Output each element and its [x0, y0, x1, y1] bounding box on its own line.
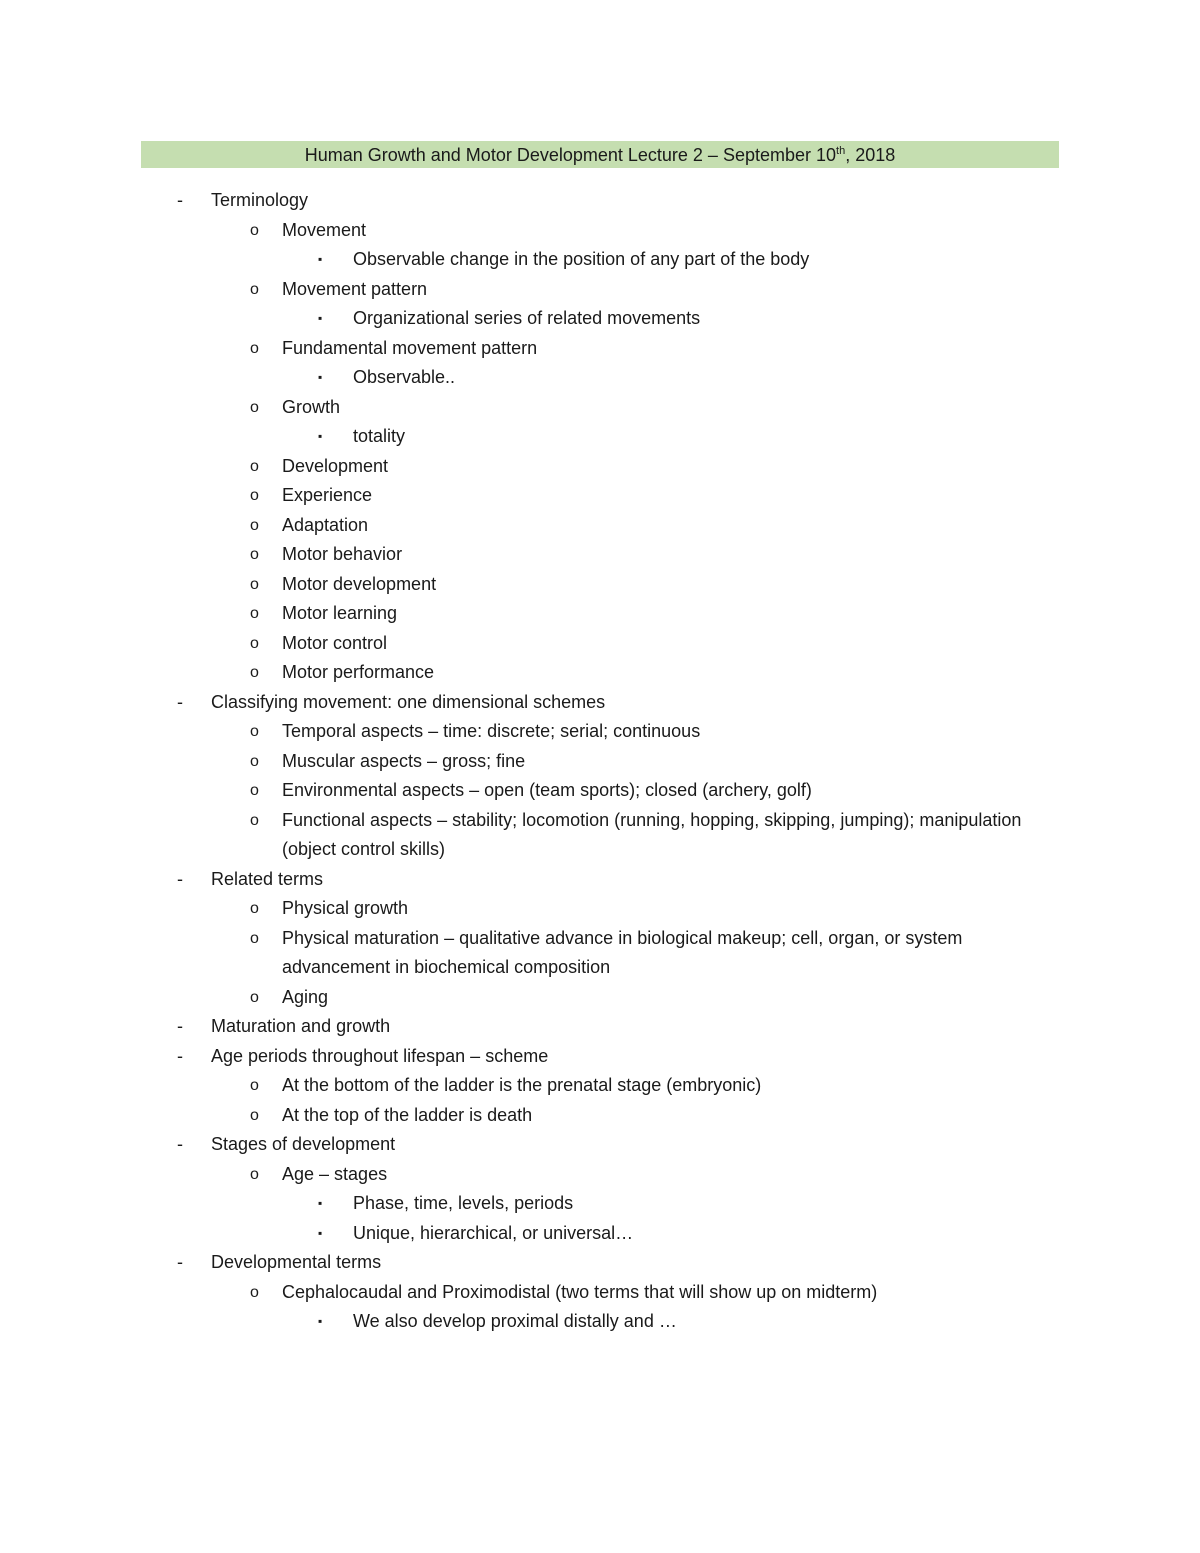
outline-item-level-2	[0, 1278, 1200, 1308]
outline-item-level-2	[0, 747, 1200, 777]
outline-item-level-2	[0, 924, 1200, 983]
outline-item-text: At the bottom of the ladder is the prenatal stage (embryonic)	[282, 1075, 762, 1095]
outline-item-text: Motor control	[282, 632, 388, 653]
bullet-marker: o	[250, 752, 259, 770]
outline-item-level-1	[0, 688, 1200, 718]
bullet-marker: o	[250, 723, 259, 740]
outline-item-level-1	[0, 865, 1200, 895]
outline-item-text: Observable..	[353, 367, 456, 387]
outline-item-level-2	[0, 275, 1200, 305]
outline-item-text: Experience	[282, 485, 373, 505]
outline-item-level-2	[0, 1071, 1200, 1101]
bullet-marker: o	[250, 487, 259, 504]
outline-item-level-1	[0, 1248, 1200, 1278]
bullet-marker: o	[250, 457, 259, 475]
outline-item-level-2	[0, 540, 1200, 570]
bullet-marker: ▪	[318, 370, 323, 384]
outline-item-text: Related terms	[211, 868, 324, 889]
bullet-marker: o	[250, 398, 259, 416]
outline-item-level-2	[0, 806, 1200, 865]
outline-item-text: Adaptation	[282, 514, 369, 535]
outline-item-level-1	[0, 186, 1200, 216]
outline-item-level-2	[0, 393, 1200, 423]
bullet-marker: o	[250, 221, 259, 239]
outline-item-level-1	[0, 1130, 1200, 1160]
outline-item-level-2	[0, 717, 1200, 747]
outline-item-text: Classifying movement: one dimensional schemes	[211, 691, 606, 712]
outline-item-level-3	[0, 1307, 1200, 1337]
bullet-marker: -	[177, 691, 183, 712]
outline-item-text: Movement pattern	[282, 278, 428, 299]
outline-item-level-2	[0, 776, 1200, 806]
outline-item-text: Aging	[282, 986, 329, 1007]
outline-item-text: Muscular aspects – gross; fine	[282, 750, 526, 771]
outline-item-level-3	[0, 363, 1200, 393]
title-main-text: Human Growth and Motor Development Lecture 2 – September 10	[304, 145, 837, 165]
title-superscript: th	[836, 145, 846, 157]
outline-item-text: Developmental terms	[211, 1252, 382, 1272]
bullet-marker: ▪	[318, 1196, 323, 1210]
outline-item-text: Age periods throughout lifespan – scheme	[211, 1045, 549, 1066]
outline-item-text: We also develop proximal distally and …	[353, 1311, 677, 1331]
outline-item-level-2	[0, 216, 1200, 246]
bullet-marker: ▪	[318, 252, 323, 266]
outline-item-text: Phase, time, levels, periods	[353, 1193, 574, 1213]
bullet-marker: ▪	[318, 429, 323, 443]
outline-item-level-2	[0, 1101, 1200, 1131]
outline-item-text: Physical growth	[282, 898, 409, 918]
outline-list	[0, 186, 1200, 1337]
bullet-marker: ▪	[318, 1225, 323, 1240]
bullet-marker: ▪	[318, 1314, 323, 1328]
bullet-marker: o	[250, 516, 259, 534]
bullet-marker: o	[250, 929, 259, 947]
outline-item-text: Movement	[282, 219, 367, 240]
outline-item-level-2	[0, 983, 1200, 1013]
outline-item-text: Development	[282, 455, 389, 476]
bullet-marker: o	[250, 988, 259, 1006]
document-title	[141, 141, 1059, 168]
bullet-marker: o	[250, 1077, 259, 1094]
outline-item-level-3	[0, 1219, 1200, 1249]
bullet-marker: o	[250, 339, 259, 357]
bullet-marker: -	[177, 1252, 183, 1272]
outline-item-level-2	[0, 658, 1200, 688]
bullet-marker: o	[250, 1106, 259, 1124]
outline-item-level-1	[0, 1012, 1200, 1042]
outline-item-text: Motor learning	[282, 603, 398, 623]
outline-item-text: Fundamental movement pattern	[282, 337, 538, 358]
outline-item-level-2	[0, 1160, 1200, 1190]
outline-item-level-2	[0, 629, 1200, 659]
title-end-text: , 2018	[845, 145, 896, 165]
bullet-marker: -	[177, 1016, 183, 1036]
outline-item-level-3	[0, 422, 1200, 452]
outline-item-text: Motor performance	[282, 662, 435, 682]
bullet-marker: o	[250, 546, 259, 563]
outline-item-level-3	[0, 1189, 1200, 1219]
outline-item-text: Observable change in the position of any part of the body	[353, 249, 810, 269]
outline-item-text: Maturation and growth	[211, 1016, 391, 1036]
outline-item-text: Age – stages	[282, 1163, 388, 1184]
bullet-marker: -	[177, 190, 183, 210]
bullet-marker: ▪	[318, 311, 323, 325]
bullet-marker: -	[177, 1134, 183, 1154]
outline-item-text: Growth	[282, 396, 341, 417]
outline-item-text: At the top of the ladder is death	[282, 1104, 533, 1125]
outline-item-text: Terminology	[211, 190, 309, 210]
outline-item-text: totality	[353, 426, 406, 446]
bullet-marker: o	[250, 605, 259, 622]
outline-item-level-2	[0, 511, 1200, 541]
outline-item-text: Environmental aspects – open (team sports); closed (archery, golf)	[282, 780, 812, 800]
bullet-marker: -	[177, 1045, 183, 1066]
outline-item-level-2	[0, 894, 1200, 924]
outline-item-level-3	[0, 245, 1200, 275]
bullet-marker: o	[250, 1283, 259, 1301]
outline-item-level-2	[0, 599, 1200, 629]
outline-item-level-2	[0, 452, 1200, 482]
bullet-marker: o	[250, 782, 259, 799]
outline-item-text: Unique, hierarchical, or universal…	[353, 1222, 634, 1243]
outline-item-text: Motor development	[282, 573, 437, 594]
outline-item-level-2	[0, 481, 1200, 511]
bullet-marker: o	[250, 1165, 259, 1183]
outline-item-level-3	[0, 304, 1200, 334]
outline-item-level-2	[0, 570, 1200, 600]
outline-item-text: Stages of development	[211, 1134, 396, 1154]
outline-item-level-2	[0, 334, 1200, 364]
outline-item-text: Organizational series of related movements	[353, 308, 701, 328]
bullet-marker: o	[250, 811, 259, 829]
bullet-marker: o	[250, 634, 259, 652]
bullet-marker: o	[250, 900, 259, 917]
bullet-marker: -	[177, 868, 183, 889]
outline-item-text: Cephalocaudal and Proximodistal (two terms that will show up on midterm)	[282, 1281, 878, 1302]
bullet-marker: o	[250, 280, 259, 298]
outline-item-text: Functional aspects – stability; locomotion (running, hopping, skipping, jumping); manipulation (object control skills)	[282, 809, 1022, 859]
outline-item-text: Motor behavior	[282, 544, 403, 564]
bullet-marker: o	[250, 664, 259, 681]
bullet-marker: o	[250, 575, 259, 593]
outline-item-level-1	[0, 1042, 1200, 1072]
outline-item-text: Temporal aspects – time: discrete; serial; continuous	[282, 721, 701, 741]
outline-item-text: Physical maturation – qualitative advance in biological makeup; cell, organ, or system advancement in biochemical composition	[282, 927, 963, 977]
